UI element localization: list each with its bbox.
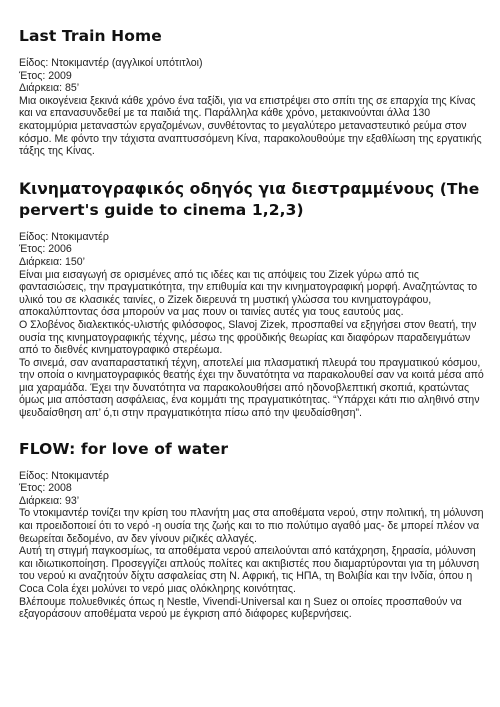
- film-genre: Είδος: Ντοκιμαντέρ: [19, 469, 109, 482]
- film-genre: Είδος: Ντοκιμαντέρ (αγγλικοί υπότιτλοι): [19, 57, 203, 69]
- film-description: Ο Σλοβένος διαλεκτικός-υλιστής φιλόσοφος, Slavoj Zizek, προσπαθεί να εξηγήσει στον θεατή, την ουσία της κινηματογραφικής τέχνης, μέσω της φροϋδικής θεωρίας και διαφόρων παραδειγμάτων από το διεθνές κινηματογραφικό στερέωμα.: [19, 318, 477, 357]
- film-duration: Διάρκεια: 150’: [19, 255, 85, 268]
- film-year: Έτος: 2006: [19, 243, 72, 256]
- film-description: Αυτή τη στιγμή παγκοσμίως, τα αποθέματα νερού απειλούνται από κατάχρηση, ξηρασία, μόλυνση και ιδιωτικοποίηση. Προσεγγίζει απλούς πολίτες και ακτιβιστές που διαμαρτύρονται για τη μόλυνση του νερού κι αναζητούν δίχτυ ασφαλείας στη Ν. Αφρική, τις ΗΠΑ, τη Βολιβία και την Ινδία, όπου η Coca Cola έχει μολύνει το νερό μιας ολόκληρης κοινότητας.: [19, 545, 480, 595]
- film-entry-perverts-guide: [19, 179, 485, 420]
- film-title: Last Train Home: [19, 27, 162, 45]
- film-genre: Είδος: Ντοκιμαντέρ: [19, 230, 109, 243]
- film-duration: Διάρκεια: 85’: [19, 82, 80, 95]
- document-page: [19, 26, 485, 621]
- section-spacer: [19, 158, 485, 179]
- film-entry-last-train-home: [19, 26, 485, 158]
- film-description: Το σινεμά, σαν αναπαραστατική τέχνη, αποτελεί μια πλασματική πλευρά του πραγματικού κόσμου, την οποία ο κινηματογραφικός θεατής έχει την δυνατότητα να παρακολουθεί σαν να κοιτά μέσα από μια χαραμάδα. Έχει την δυνατότητα να παρακολουθήσει από ηδονοβλεπτική σκοπιά, κρατώντας όμως μια απόσταση ασφάλειας, ένα κομμάτι της πραγματικότητας. “Υπάρχει κάτι πιο αληθινό στην ψευδαίσθηση απ’ ό,τι στην πραγματικότητα πίσω από την ψευδαίσθηση”.: [19, 356, 484, 420]
- film-title: FLOW: for love of water: [19, 439, 229, 458]
- film-title: Κινηματογραφικός οδηγός για διεστραμμένους (The pervert's guide to cinema 1,2,3): [19, 179, 480, 219]
- section-spacer: [19, 420, 485, 439]
- film-year: Έτος: 2008: [19, 482, 72, 495]
- film-year: Έτος: 2009: [19, 69, 72, 82]
- film-duration: Διάρκεια: 93’: [19, 494, 80, 507]
- film-description: Το ντοκιμαντέρ τονίζει την κρίση του πλανήτη μας στα αποθέματα νερού, στην πολιτική, τη μόλυνση και προειδοποιεί ότι το νερό -η ουσία της ζωής και το πιο πολύτιμο αγαθό μας- δε μπορεί πλέον να θεωρείται δεδομένο, αν δεν γίνουν ριζικές αλλαγές.: [19, 507, 484, 545]
- film-entry-flow: [19, 439, 485, 621]
- film-description: Είναι μια εισαγωγή σε ορισμένες από τις ιδέες και τις απόψεις του Zizek γύρω από τις φαντασιώσεις, την πραγματικότητα, την επιθυμία και την κινηματογραφική μορφή. Αναζητώντας το υλικό του σε κλασικές ταινίες, ο Zizek διερευνά τη μυστική γλώσσα του κινηματογράφου, αποκαλύπτοντας όσα μπορούν να μας πουν οι ταινίες αυτές για τους εαυτούς μας.: [19, 268, 478, 319]
- film-description: Βλέπουμε πολυεθνικές όπως η Nestle, Vivendi-Universal και η Suez οι οποίες προσπαθούν να εξαγοράσουν αποθέματα νερού με έγκριση από διάφορες κυβερνήσεις.: [19, 595, 462, 621]
- film-description: Μια οικογένεια ξεκινά κάθε χρόνο ένα ταξίδι, για να επιστρέψει στο σπίτι της σε επαρχία της Κίνας και να επανασυνδεθεί με τα παιδιά της. Παράλληλα κάθε χρόνο, μετακινούνται άλλα 130 εκατομμύρια μεταναστών εργαζομένων, συνθέτοντας το μεγαλύτερο μεταναστευτικό ρεύμα στον κόσμο. Με φόντο την τάχιστα αναπτυσσόμενη Κίνα, παρακολουθούμε την εξαθλίωση της εργατικής τάξης της Κίνας.: [19, 94, 482, 158]
